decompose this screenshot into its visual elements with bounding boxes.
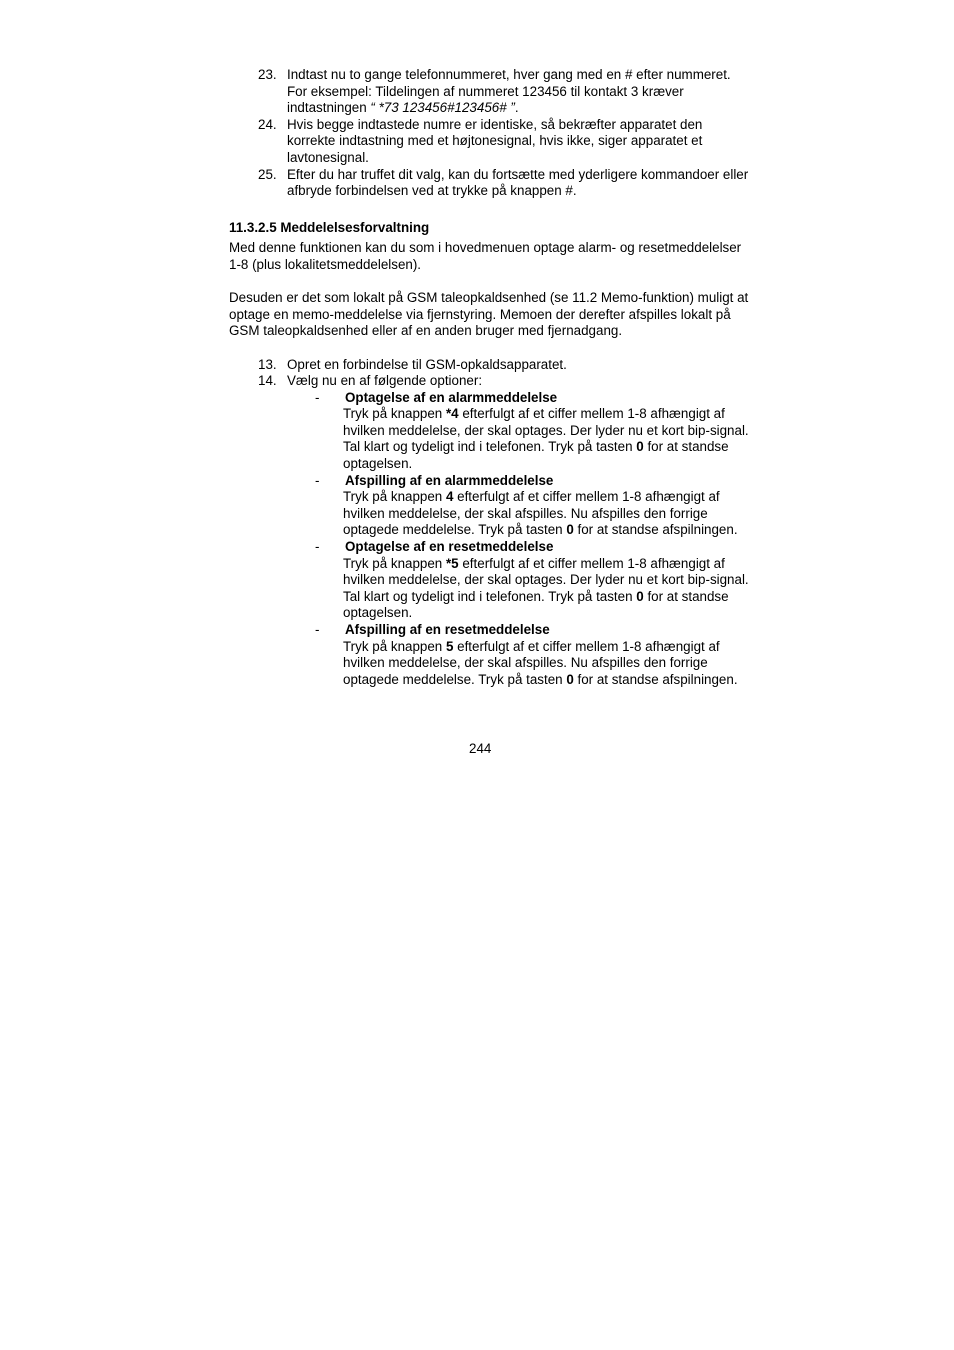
section-heading: 11.3.2.5 Meddelelsesforvaltning [229, 219, 430, 235]
option-description: Tryk på knappen *4 efterfulgt af et ciffer mellem 1-8 afhængigt af hvilken meddelelse, der skal optages. Der lyder nu et kort bip-signal. Tal klart og tydeligt ind i telefonen. Tryk på tasten 0 for at standse optagelsen. [343, 406, 749, 472]
bullet-dash: - [315, 539, 320, 555]
option-description: Tryk på knappen 4 efterfulgt af et ciffer mellem 1-8 afhængigt af hvilken meddelelse, der skal afspilles. Nu afspilles den forrige optagede meddelelse. Tryk på tasten 0 for at standse afspilningen. [343, 489, 738, 538]
document-page [229, 67, 749, 688]
list-text: Efter du har truffet dit valg, kan du fortsætte med yderligere kommandoer eller afbryde forbindelsen ved at trykke på knappen #. [287, 166, 749, 199]
list-number: 23. [258, 67, 277, 82]
bullet-dash: - [315, 622, 320, 637]
list-number: 24. [258, 116, 277, 132]
paragraph: Desuden er det som lokalt på GSM taleopkaldsenhed (se 11.2 Memo-funktion) muligt at optage en memo-meddelelse via fjernstyring. Memoen der derefter afspilles lokalt på GSM taleopkaldsenhed eller af en anden bruger med fjernadgang. [229, 290, 749, 339]
list-item [229, 373, 749, 390]
option-title: Afspilling af en resetmeddelelse [345, 622, 550, 637]
option-title: Afspilling af en alarmmeddelelse [345, 472, 554, 488]
list-text: Vælg nu en af følgende optioner: [287, 373, 483, 389]
option-item [229, 539, 749, 622]
list-text-end: . [514, 100, 519, 116]
list-number: 14. [258, 373, 277, 389]
list-item [229, 167, 749, 200]
option-item [229, 622, 749, 688]
option-item [229, 390, 749, 473]
option-title: Optagelse af en alarmmeddelelse [345, 389, 558, 405]
bullet-dash: - [315, 472, 320, 488]
option-description: Tryk på knappen *5 efterfulgt af et ciffer mellem 1-8 afhængigt af hvilken meddelelse, der skal optages. Der lyder nu et kort bip-signal. Tal klart og tydeligt ind i telefonen. Tryk på tasten 0 for at standse optagelsen. [343, 555, 749, 621]
option-title: Optagelse af en resetmeddelelse [345, 539, 554, 555]
list-text: Opret en forbindelse til GSM-opkaldsapparatet. [287, 356, 567, 372]
list-item [229, 67, 749, 117]
list-number: 13. [258, 356, 277, 372]
list-text: Indtast nu to gange telefonnummeret, hver gang med en # efter nummeret. For eksempel: Tildelingen af nummeret 123456 til kontakt 3 kræver indtastningen [287, 67, 731, 116]
bullet-dash: - [315, 389, 320, 405]
option-item [229, 473, 749, 539]
example-input: “ *73 123456#123456# ” [370, 100, 515, 116]
steps-list [229, 357, 749, 689]
option-description: Tryk på knappen 5 efterfulgt af et ciffer mellem 1-8 afhængigt af hvilken meddelelse, der skal afspilles. Nu afspilles den forrige optagede meddelelse. Tryk på tasten 0 for at standse afspilningen. [343, 638, 738, 687]
list-number: 25. [258, 166, 277, 182]
list-item [229, 117, 749, 167]
paragraph: Med denne funktionen kan du som i hovedmenuen optage alarm- og resetmeddelelser 1-8 (plus lokalitetsmeddelelsen). [229, 240, 742, 272]
page-number: 244 [469, 741, 492, 756]
list-item [229, 357, 749, 374]
list-text: Hvis begge indtastede numre er identiske, så bekræfter apparatet den korrekte indtastning med et højtonesignal, hvis ikke, siger apparatet et lavtonesignal. [287, 116, 703, 165]
